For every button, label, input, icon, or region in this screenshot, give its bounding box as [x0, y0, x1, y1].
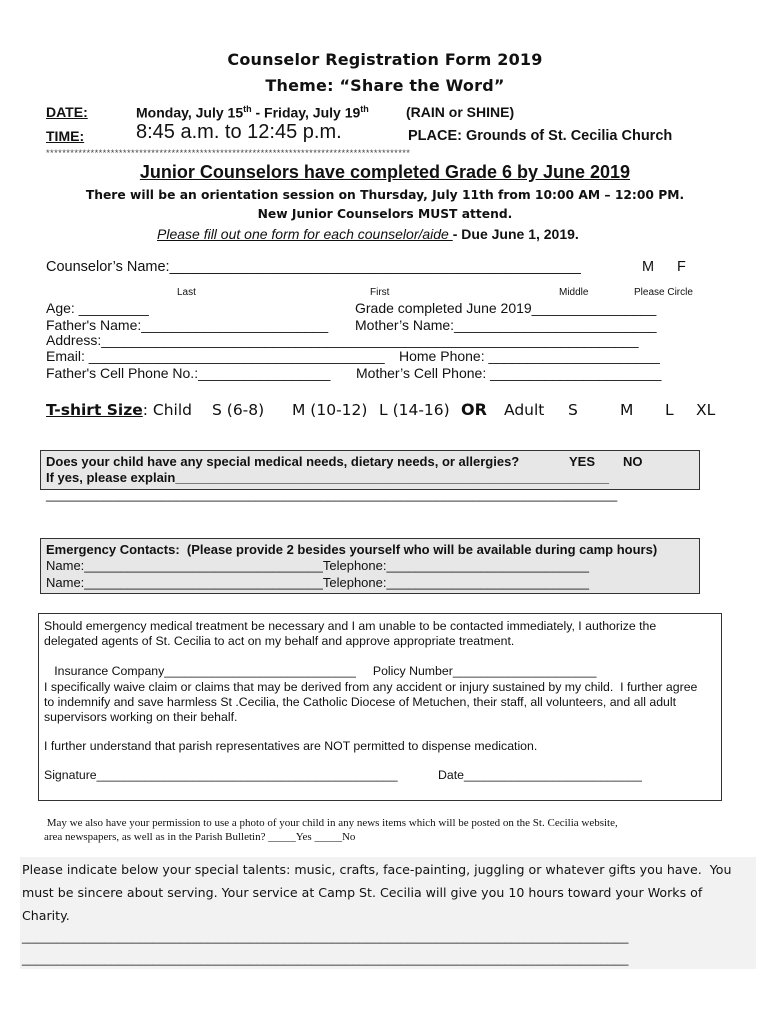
emergency-contact-2[interactable]: Name:_________________________________Telephone:____________________________: [46, 575, 589, 590]
talents-blank-1[interactable]: ________________________________________________________________________________________: [22, 930, 629, 944]
gender-m[interactable]: M: [642, 259, 655, 275]
tshirt-child-s[interactable]: S (6-8): [212, 401, 265, 419]
talents-line2: must be sincere about serving. Your service at Camp St. Cecilia will give you 10 hours toward your Works of: [22, 885, 703, 900]
signature-field[interactable]: Signature____________________________________________: [44, 768, 398, 782]
time-value: 8:45 a.m. to 12:45 p.m.: [136, 121, 342, 143]
auth-p2-line3: supervisors working on their behalf.: [44, 710, 238, 724]
father-name-field[interactable]: Father's Name:________________________: [46, 317, 329, 333]
mother-name-field[interactable]: Mother’s Name:__________________________: [355, 317, 657, 333]
medical-question: Does your child have any special medical needs, dietary needs, or allergies?: [46, 454, 520, 469]
emergency-heading: Emergency Contacts: (Please provide 2 besides yourself who will be available during camp hours): [46, 542, 658, 557]
rain-note: (RAIN or SHINE): [406, 104, 515, 120]
gender-f[interactable]: F: [677, 259, 686, 275]
grade-field[interactable]: Grade completed June 2019________________: [355, 300, 657, 316]
date-label: DATE:: [46, 104, 88, 120]
talents-blank-2[interactable]: ________________________________________________________________________________________: [22, 952, 629, 966]
talents-line1: Please indicate below your special talents: music, crafts, face-painting, juggling or whatever gifts you have. You: [22, 862, 732, 877]
tshirt-or: OR: [461, 400, 487, 419]
medical-explain-field[interactable]: If yes, please explain____________________________________________________________: [46, 470, 610, 485]
place: PLACE: Grounds of St. Cecilia Church: [408, 128, 673, 144]
tshirt-child-m[interactable]: M (10-12): [292, 401, 368, 419]
orientation-note: There will be an orientation session on Thursday, July 11th from 10:00 AM – 12:00 PM.: [85, 188, 685, 202]
address-field[interactable]: Address:_____________________________________________________________________: [46, 332, 639, 348]
fill-out-note: Please fill out one form for each counselor/aide - Due June 1, 2019.: [157, 226, 579, 242]
middle-label: Middle: [559, 287, 589, 298]
form-title: Counselor Registration Form 2019: [227, 50, 543, 69]
must-attend: New Junior Counselors MUST attend.: [257, 207, 513, 221]
please-circle-label: Please Circle: [634, 287, 693, 298]
father-cell-field[interactable]: Father's Cell Phone No.:_________________: [46, 365, 331, 381]
auth-p1-line1: Should emergency medical treatment be necessary and I am unable to be contacted immediately, I authorize the: [44, 619, 657, 633]
auth-p1-line2: delegated agents of St. Cecilia to act on my behalf and approve appropriate treatment.: [44, 634, 515, 648]
medical-yes[interactable]: YES: [569, 454, 596, 469]
date-value: Monday, July 15th - Friday, July 19th: [136, 104, 369, 121]
time-label: TIME:: [46, 128, 85, 144]
medical-no[interactable]: NO: [623, 454, 643, 469]
photo-permission-line1: May we also have your permission to use a photo of your child in any news items which will be posted on the St. Cecilia website,: [44, 817, 618, 829]
tshirt-adult-label: Adult: [504, 401, 545, 419]
star-divider: ******************************************************************************************: [46, 147, 411, 158]
talents-line3: Charity.: [22, 908, 70, 923]
insurance-fields[interactable]: Insurance Company____________________________ Policy Number_____________________: [44, 664, 597, 678]
junior-heading: Junior Counselors have completed Grade 6 by June 2019: [139, 162, 631, 182]
emergency-contact-1[interactable]: Name:_________________________________Telephone:____________________________: [46, 558, 589, 573]
tshirt-adult-l[interactable]: L: [665, 401, 674, 419]
mother-cell-field[interactable]: Mother’s Cell Phone: ______________________: [356, 365, 662, 381]
last-label: Last: [177, 287, 196, 298]
tshirt-row: T-shirt Size: Child: [46, 401, 193, 419]
auth-p2-line1: I specifically waive claim or claims that may be derived from any accident or injury sustained by my child. I further agree: [44, 680, 698, 694]
form-theme: Theme: “Share the Word”: [265, 76, 505, 95]
auth-p3: I further understand that parish representatives are NOT permitted to dispense medication.: [44, 739, 538, 753]
home-phone-field[interactable]: Home Phone: ______________________: [399, 348, 660, 364]
tshirt-adult-s[interactable]: S: [568, 401, 578, 419]
tshirt-adult-m[interactable]: M: [620, 401, 634, 419]
auth-p2-line2: to indemnify and save harmless St .Cecilia, the Catholic Diocese of Metuchen, their staff, all volunteers, and all adult: [44, 695, 677, 709]
tshirt-child-l[interactable]: L (14-16): [379, 401, 450, 419]
age-field[interactable]: Age: _________: [46, 300, 149, 316]
tshirt-adult-xl[interactable]: XL: [696, 401, 716, 419]
email-field[interactable]: Email: ______________________________________: [46, 348, 385, 364]
counselor-name-field[interactable]: Counselor’s Name:___________________________________________________: [46, 259, 581, 275]
date-field[interactable]: Date__________________________: [438, 768, 642, 782]
photo-permission-line2[interactable]: area newspapers, as well as in the Parish Bulletin? _____Yes _____No: [44, 831, 356, 843]
first-label: First: [370, 287, 390, 298]
medical-explain-line[interactable]: _______________________________________________________________________________: [46, 487, 618, 502]
